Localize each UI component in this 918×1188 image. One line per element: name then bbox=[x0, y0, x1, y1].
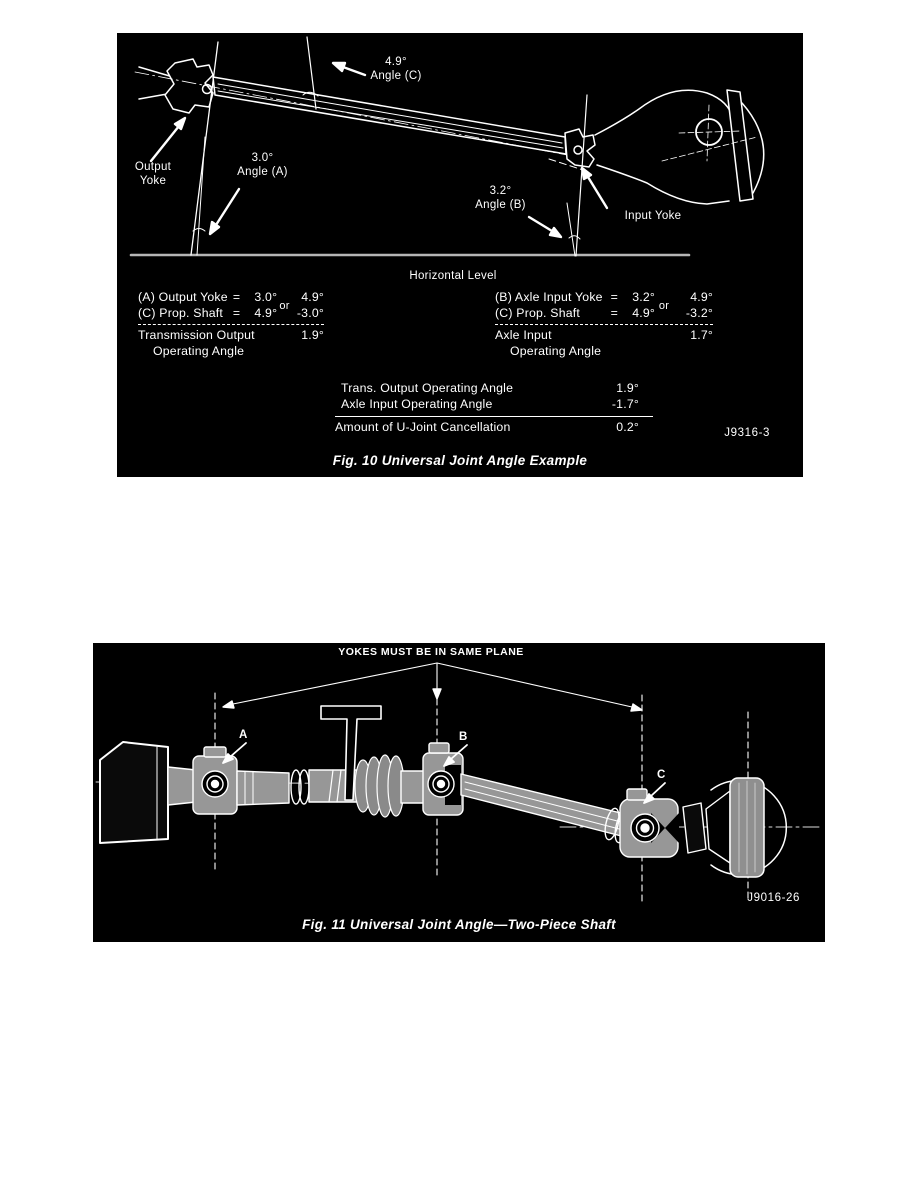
fig11-caption: Fig. 11 Universal Joint Angle—Two-Piece Shaft bbox=[302, 917, 616, 932]
input-yoke-label: Input Yoke bbox=[624, 210, 682, 222]
yokes-same-plane-note: YOKES MUST BE IN SAME PLANE bbox=[338, 646, 524, 658]
calc-row: (C) Prop. Shaft = 4.9° bbox=[138, 305, 278, 320]
or-connector: or bbox=[279, 299, 290, 312]
fig10-caption: Fig. 10 Universal Joint Angle Example bbox=[332, 453, 588, 468]
input-yoke-shape bbox=[565, 129, 595, 167]
dashed-divider bbox=[138, 324, 324, 325]
cancellation-summary-table bbox=[335, 381, 653, 436]
calc-row: (B) Axle Input Yoke = 3.2° bbox=[495, 290, 655, 304]
joint-c-label: C bbox=[657, 769, 666, 781]
output-yoke-calc-table bbox=[138, 290, 324, 359]
solid-divider bbox=[335, 416, 653, 417]
transmission-block bbox=[100, 742, 168, 843]
fig11-reference-code: J9016-26 bbox=[747, 892, 800, 904]
output-yoke-label: Output Yoke bbox=[134, 161, 172, 187]
angle-a-label: 3.0° Angle (A) bbox=[237, 152, 288, 178]
angle-c-label: 4.9° Angle (C) bbox=[370, 56, 422, 82]
joint-b-label: B bbox=[459, 731, 468, 743]
horizontal-level-label: Horizontal Level bbox=[409, 270, 497, 282]
or-connector: or bbox=[658, 299, 670, 312]
axle-flange bbox=[727, 90, 753, 201]
fig10-reference-code: J9316-3 bbox=[724, 427, 770, 439]
alt-values: 4.9° -3.0° bbox=[296, 290, 324, 320]
angle-b-label: 3.2° Angle (B) bbox=[475, 185, 526, 211]
pinion-flange bbox=[683, 803, 706, 853]
calc-result-row: Transmission Output Operating Angle 1.9° bbox=[138, 328, 324, 358]
input-yoke-calc-table bbox=[495, 290, 713, 359]
joint-a-label: A bbox=[239, 729, 248, 741]
summary-row: Trans. Output Operating Angle 1.9° bbox=[341, 381, 639, 395]
summary-total-row: Amount of U-Joint Cancellation 0.2° bbox=[335, 420, 639, 434]
dashed-divider bbox=[495, 324, 713, 325]
fig11-panel bbox=[93, 643, 825, 942]
prop-shaft bbox=[213, 77, 566, 154]
calc-row: (C) Prop. Shaft = 4.9° bbox=[495, 305, 655, 320]
rear-shaft bbox=[461, 774, 633, 839]
calc-result-row: Axle Input Operating Angle 1.7° bbox=[495, 328, 713, 358]
calc-row: (A) Output Yoke = 3.0° bbox=[138, 290, 278, 304]
alt-values: 4.9° -3.2° bbox=[685, 290, 713, 320]
fig10-panel bbox=[117, 33, 803, 477]
summary-row: Axle Input Operating Angle -1.7° bbox=[341, 396, 639, 411]
